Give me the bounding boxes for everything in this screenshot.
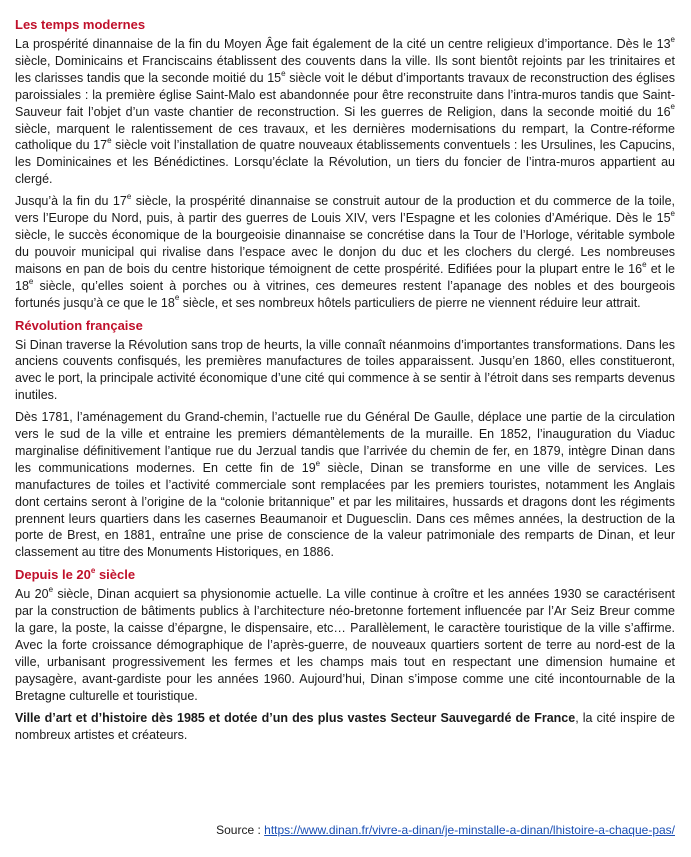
paragraph-text: La prospérité dinannaise de la fin du Moyen Âge fait également de la cité un centre religieux d’importance. Dès le 13 (15, 37, 671, 51)
heading-text: Les temps modernes (15, 17, 146, 32)
paragraph-text: siècle voit l’installation de quatre nouveaux établissements conventuels : les Ursulines, les Capucins, les Dominicaines et les Bénédictines. Lorsqu’éclate la Révolution, un tiers du foncier de l’intra-muros appartient au clergé. (15, 138, 675, 187)
source-label: Source : (216, 823, 265, 837)
closing-rest-text: , la cité inspire de nombreux artistes et créateurs. (15, 710, 675, 742)
paragraph (15, 337, 675, 405)
source-link[interactable]: https://www.dinan.fr/vivre-a-dinan/je-minstalle-a-dinan/lhistoire-a-chaque-pas/ (264, 823, 675, 837)
heading-text: Révolution française (15, 317, 143, 333)
paragraph-text: siècle, et ses nombreux hôtels particuliers de pierre ne viennent réduire leur attrait. (179, 295, 641, 310)
paragraph-text: Dès 1781, l’aménagement du Grand-chemin, l’actuelle rue du Général De Gaulle, déplace une partie de la circulation vers le sud de la ville et entraine les premiers démantèlements de la muraille. En 1852, l’inauguration du Viaduc marginalise définitivement l’antique rue du Jerzual tandis que l’arrivée du chemin de fer, en 1879, intègre Dinan dans les communications modernes. En cette fin de 19 (15, 410, 675, 475)
paragraph-text: Si Dinan traverse la Révolution sans trop de heurts, la ville connaît néanmoins d’importantes transformations. Dans les anciens couvents confisqués, les premières manufactures de toiles apparaissent. Jusqu’en 1860, elles constitueront, avec le port, la principale activité économique d’une cité qui commence à se sentir à l’étroit dans ses remparts devenus inutiles. (15, 337, 675, 403)
paragraph-text: siècle, Dinan se transforme en une ville de services. Les manufactures de toiles et l’activité commerciale sont remplacées par les premiers touristes, notamment les Anglais dont certains seront à l’origine de la “colonie britannique” et par les militaires, hussards et dragons dont les régiments prennent leurs quartiers dans les casernes Beaumanoir et Duguesclin. Dans ces mêmes années, la destruction de la porte de Brest, en 1881, entraîne une prise de conscience de la valeur patrimoniale des remparts de Dinan, et leur classement au titre des Monuments Historiques, en 1886. (15, 460, 675, 560)
century-superscript: e (107, 136, 112, 146)
paragraph-text: siècle, Dinan acquiert sa physionomie actuelle. La ville continue à croître et les années 1930 se caractérisent par la construction de bâtiments publics à l’architecture néo-bretonne fortement influencée par l’Ar Seiz Breur comme la gare, la poste, la caisse d’épargne, le dispensaire, etc… Parallèlement, le caractère touristique de la ville s’affirme. Avec la forte croissance démographique de l’après-guerre, de nouveaux quartiers sortent de terre au nord-est de la ville, urbanisant progressivement les fermes et les champs mais tout en respectant une dimension humaine et paysagère, avant-gardiste pour les années 1960. Aujourd’hui, Dinan s’impose comme une cité incontournable de la Bretagne culturelle et touristique. (15, 587, 675, 703)
heading-prefix: Depuis le 20 (15, 567, 91, 583)
paragraph-text: siècle, marquent le ralentissement de ces travaux, et les dernières modernisations du rempart, la Contre-réforme catholique du 17 (15, 121, 675, 153)
source-line (216, 822, 675, 838)
century-superscript: e (670, 34, 675, 44)
paragraph (15, 586, 675, 704)
heading-sup: e (90, 565, 96, 575)
section-heading-revolution (15, 317, 675, 334)
paragraph-text: siècle, le succès économique de la bourgeoisie dinannaise se concrétise dans la Tour de l’Horloge, véritable symbole du pouvoir municipal qui rivalise dans l’espace avec le donjon du duc et les clochers du clergé. Les nombreuses maisons en pan de bois du centre historique témoignent de cette prospérité. Edifiées pour la plupart entre le 16 (15, 227, 675, 276)
closing-bold-text: Ville d’art et d’histoire dès 1985 et dotée d’un des plus vastes Secteur Sauvegardé de France (15, 710, 576, 725)
paragraph-text: Au 20 (15, 587, 49, 602)
paragraph-text: siècle, la prospérité dinannaise se construit autour de la production et du commerce de la toile, vers l’Europe du Nord, puis, à partir des guerres de Louis XIV, vers l’Espagne et les colonies d’Amérique. Dès le 15 (15, 194, 675, 226)
paragraph-text: Jusqu’à la fin du 17 (15, 194, 127, 209)
section-heading-20e-siecle (15, 566, 675, 583)
closing-paragraph (15, 710, 675, 744)
paragraph-text: siècle, Dominicains et Franciscains établissent des couvents dans la ville. Ils sont bientôt rejoints par les trinitaires et les clarisses tandis que la seconde moitié du 15 (15, 53, 675, 85)
century-superscript: e (48, 585, 54, 595)
century-superscript: e (174, 293, 180, 303)
heading-suffix: siècle (95, 567, 136, 583)
paragraph-text: siècle, qu’elles soient à porches ou à vitrines, ces demeures restent l’apanage des nobles et des bourgeois fortunés jusqu’à ce que le 18 (15, 278, 675, 310)
century-superscript: e (126, 192, 132, 201)
paragraph-text: et le 18 (15, 261, 675, 293)
century-superscript: e (670, 102, 675, 112)
century-superscript: e (28, 276, 34, 286)
paragraph (15, 409, 675, 561)
century-superscript: e (315, 458, 321, 468)
paragraph (15, 36, 675, 188)
century-superscript: e (281, 68, 286, 78)
century-superscript: e (642, 259, 647, 269)
section-heading-temps-modernes (15, 16, 675, 33)
century-superscript: e (670, 208, 675, 218)
paragraph-text: siècle voit le début d’importants travaux de reconstruction des églises paroissiales : la première église Saint-Malo est abandonnée pour être reconstruite dans l’intra-muros tandis que Saint-Sauveur fait l’objet d’un vaste chantier de reconstruction. Si les guerres de Religion, dans la seconde moitié du 16 (15, 70, 676, 119)
paragraph (15, 193, 675, 311)
